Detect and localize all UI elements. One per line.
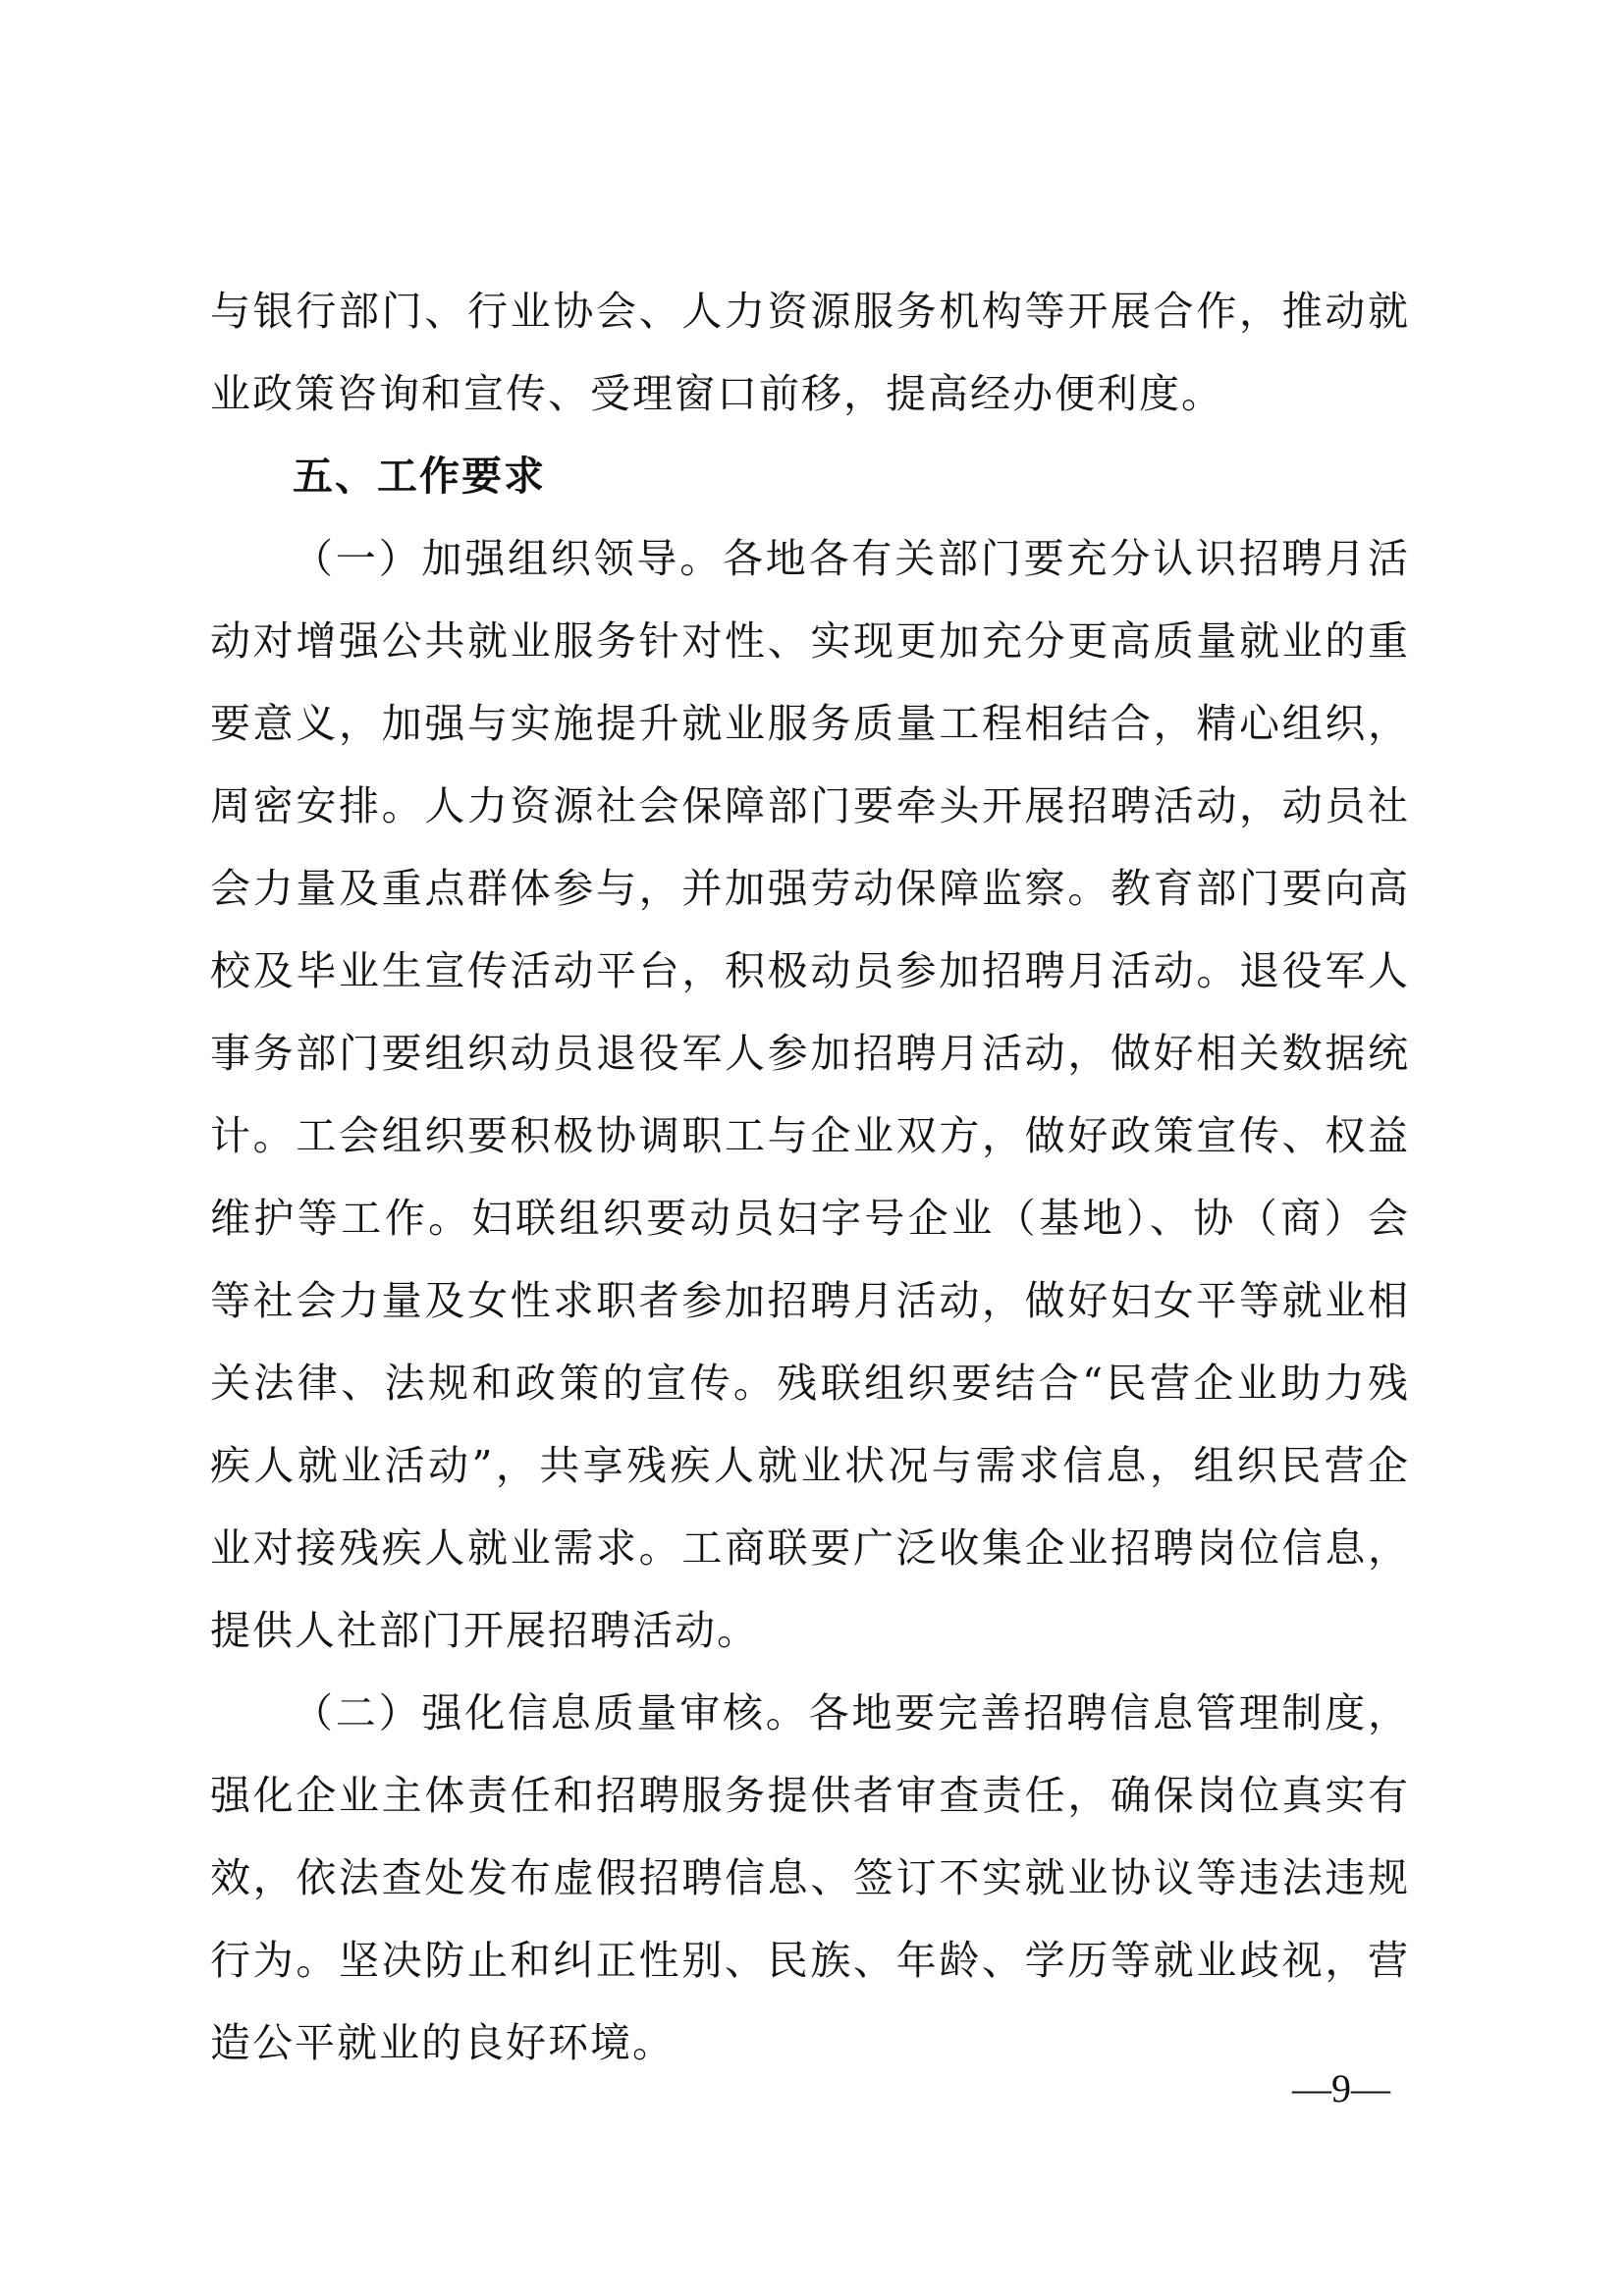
text-line: 等社会力量及女性求职者参加招聘月活动，做好妇女平等就业相 [210,1277,1410,1324]
text-line: 会力量及重点群体参与，并加强劳动保障监察。教育部门要向高 [210,865,1410,912]
text-line: 与银行部门、行业协会、人力资源服务机构等开展合作，推动就 [210,288,1410,335]
text-line: （二）强化信息质量审核。各地要完善招聘信息管理制度， [293,1689,1410,1736]
text-line: 关法律、法规和政策的宣传。残联组织要结合“民营企业助力残 [210,1360,1410,1407]
text-line: 强化企业主体责任和招聘服务提供者审查责任，确保岗位真实有 [210,1772,1410,1819]
text-line: 动对增强公共就业服务针对性、实现更加充分更高质量就业的重 [210,617,1410,665]
text-line: 计。工会组织要积极协调职工与企业双方，做好政策宣传、权益 [210,1112,1410,1159]
text-line: 行为。坚决防止和纠正性别、民族、年龄、学历等就业歧视，营 [210,1937,1410,1984]
text-line: 维护等工作。妇联组织要动员妇字号企业（基地）、协（商）会 [210,1195,1410,1242]
text-line: 要意义，加强与实施提升就业服务质量工程相结合，精心组织， [210,700,1410,747]
text-line: 事务部门要组织动员退役军人参加招聘月活动，做好相关数据统 [210,1030,1410,1077]
text-line: （一）加强组织领导。各地各有关部门要充分认识招聘月活 [293,535,1410,582]
text-line: 效，依法查处发布虚假招聘信息、签订不实就业协议等违法违规 [210,1854,1410,1901]
text-line: 提供人社部门开展招聘活动。 [210,1607,759,1654]
text-line: 周密安排。人力资源社会保障部门要牵头开展招聘活动，动员社 [210,782,1410,829]
text-line: 造公平就业的良好环境。 [210,2019,675,2066]
section-heading: 五、工作要求 [293,453,546,500]
text-line: 业对接残疾人就业需求。工商联要广泛收集企业招聘岗位信息， [210,1524,1410,1572]
text-line: 疾人就业活动”，共享残疾人就业状况与需求信息，组织民营企 [210,1442,1410,1489]
text-line: 校及毕业生宣传活动平台，积极动员参加招聘月活动。退役军人 [210,947,1410,994]
page-number: —9— [1292,2066,1390,2110]
text-line: 业政策咨询和宣传、受理窗口前移，提高经办便利度。 [210,370,1223,417]
